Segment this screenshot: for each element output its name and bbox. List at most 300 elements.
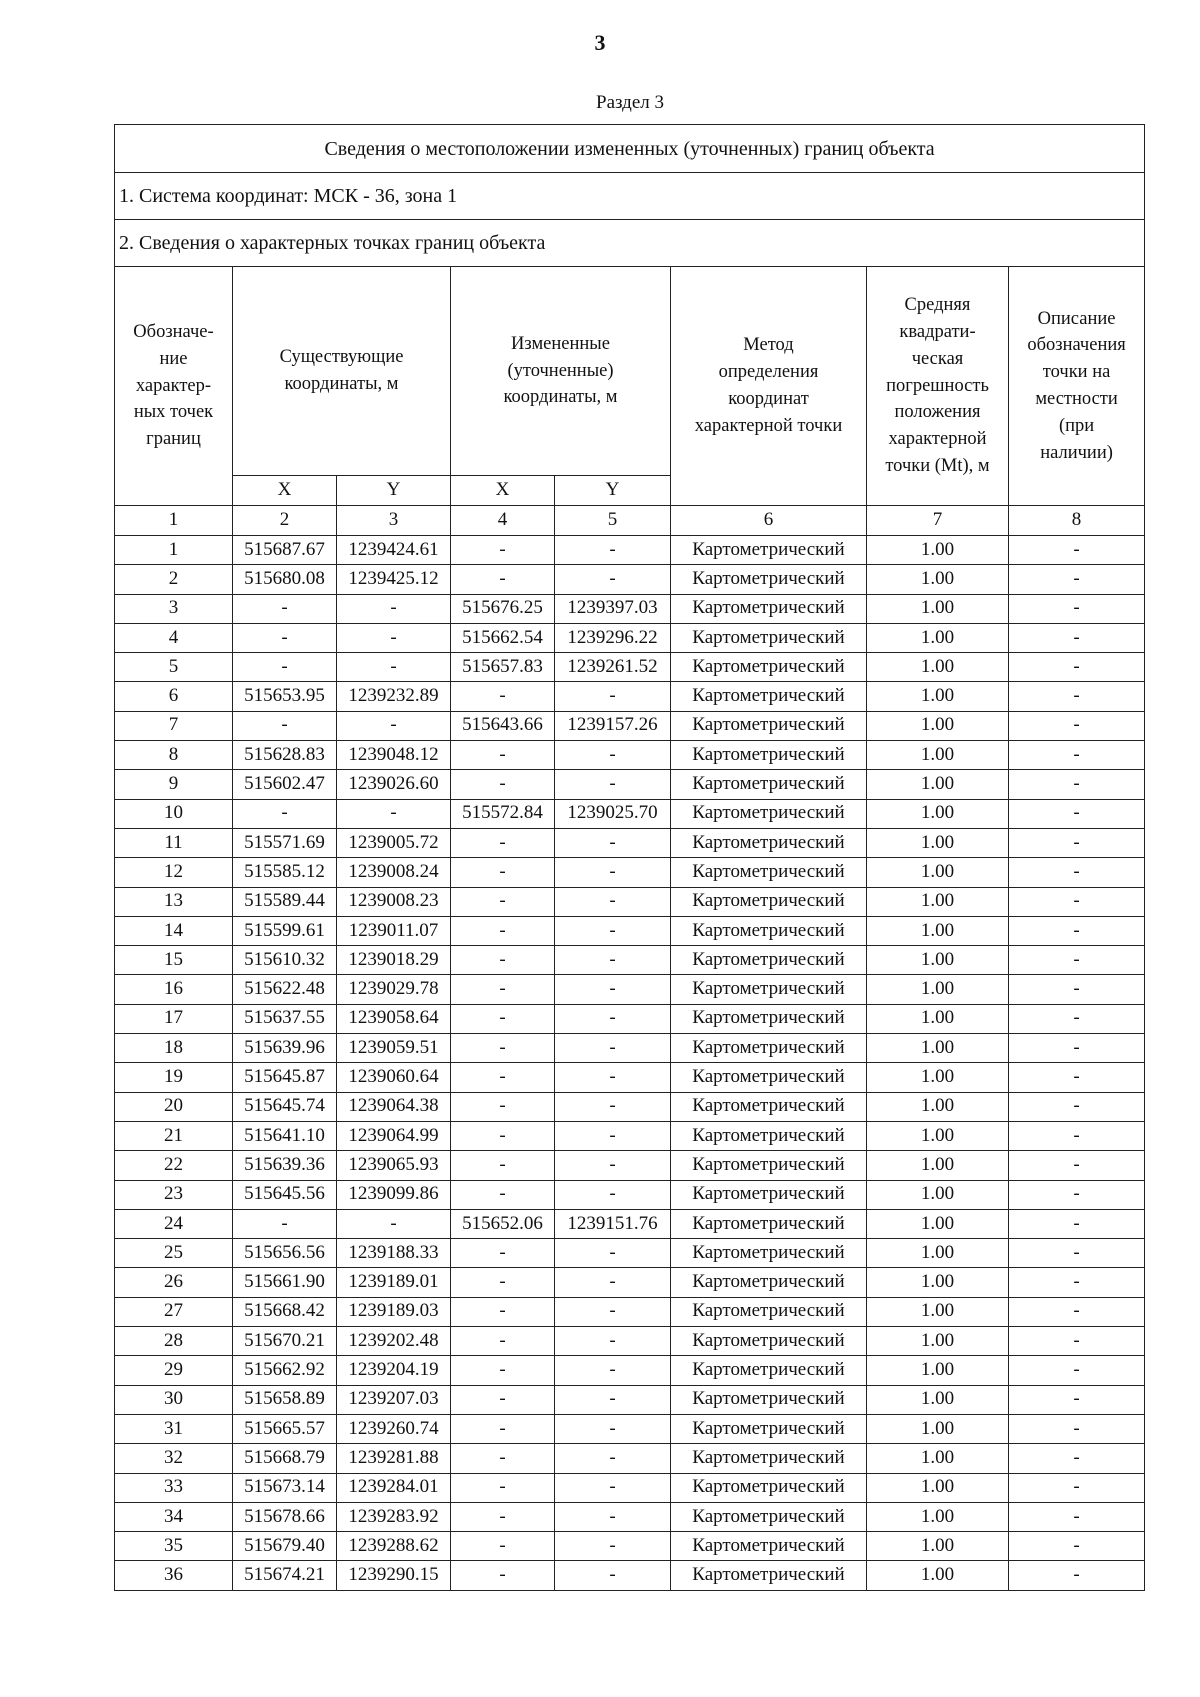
- changed-y: 1239261.52: [555, 653, 671, 682]
- header-existing-x: X: [233, 476, 337, 506]
- existing-x: 515673.14: [233, 1473, 337, 1502]
- table-row: [115, 1121, 1145, 1150]
- table-row: [115, 1297, 1145, 1326]
- point-number: 35: [115, 1532, 233, 1561]
- changed-x: 515662.54: [451, 623, 555, 652]
- changed-x: -: [451, 536, 555, 565]
- method: Картометрический: [671, 711, 867, 740]
- point-number: 13: [115, 887, 233, 916]
- method: Картометрический: [671, 623, 867, 652]
- point-number: 23: [115, 1180, 233, 1209]
- existing-x: 515687.67: [233, 536, 337, 565]
- method: Картометрический: [671, 1327, 867, 1356]
- changed-x: -: [451, 1004, 555, 1033]
- table-row: [115, 1561, 1145, 1590]
- changed-x: -: [451, 741, 555, 770]
- table-row: [115, 1327, 1145, 1356]
- column-number-row: [115, 506, 1145, 536]
- changed-x: -: [451, 1151, 555, 1180]
- point-number: 15: [115, 946, 233, 975]
- description: -: [1009, 623, 1145, 652]
- error-mt: 1.00: [867, 1092, 1009, 1121]
- changed-x: -: [451, 828, 555, 857]
- column-number: 3: [337, 506, 451, 536]
- method: Картометрический: [671, 1444, 867, 1473]
- existing-x: 515639.96: [233, 1034, 337, 1063]
- method: Картометрический: [671, 1121, 867, 1150]
- method: Картометрический: [671, 1034, 867, 1063]
- description: -: [1009, 799, 1145, 828]
- page-number: 3: [594, 30, 606, 55]
- changed-y: -: [555, 1356, 671, 1385]
- existing-y: 1239188.33: [337, 1239, 451, 1268]
- error-mt: 1.00: [867, 741, 1009, 770]
- changed-y: -: [555, 858, 671, 887]
- description: -: [1009, 594, 1145, 623]
- existing-x: 515665.57: [233, 1414, 337, 1443]
- point-number: 36: [115, 1561, 233, 1590]
- changed-x: -: [451, 946, 555, 975]
- changed-y: 1239296.22: [555, 623, 671, 652]
- method: Картометрический: [671, 1004, 867, 1033]
- existing-x: 515645.74: [233, 1092, 337, 1121]
- changed-x: -: [451, 1473, 555, 1502]
- description: -: [1009, 1268, 1145, 1297]
- point-number: 28: [115, 1327, 233, 1356]
- error-mt: 1.00: [867, 1268, 1009, 1297]
- error-mt: 1.00: [867, 916, 1009, 945]
- existing-x: 515610.32: [233, 946, 337, 975]
- error-mt: 1.00: [867, 828, 1009, 857]
- error-mt: 1.00: [867, 946, 1009, 975]
- method: Картометрический: [671, 1532, 867, 1561]
- table-row: [115, 1151, 1145, 1180]
- existing-x: 515656.56: [233, 1239, 337, 1268]
- description: -: [1009, 741, 1145, 770]
- existing-y: 1239189.01: [337, 1268, 451, 1297]
- changed-y: -: [555, 1004, 671, 1033]
- changed-x: -: [451, 1327, 555, 1356]
- error-mt: 1.00: [867, 1180, 1009, 1209]
- description: -: [1009, 1180, 1145, 1209]
- changed-y: -: [555, 1414, 671, 1443]
- existing-x: 515662.92: [233, 1356, 337, 1385]
- error-mt: 1.00: [867, 1034, 1009, 1063]
- column-number: 5: [555, 506, 671, 536]
- method: Картометрический: [671, 653, 867, 682]
- description: -: [1009, 1385, 1145, 1414]
- changed-y: 1239025.70: [555, 799, 671, 828]
- method: Картометрический: [671, 565, 867, 594]
- existing-x: 515628.83: [233, 741, 337, 770]
- table-row: [115, 1414, 1145, 1443]
- table-row: [115, 799, 1145, 828]
- method: Картометрический: [671, 770, 867, 799]
- error-mt: 1.00: [867, 1414, 1009, 1443]
- point-number: 17: [115, 1004, 233, 1033]
- table-row: [115, 1444, 1145, 1473]
- description: -: [1009, 858, 1145, 887]
- existing-y: 1239424.61: [337, 536, 451, 565]
- error-mt: 1.00: [867, 565, 1009, 594]
- changed-y: -: [555, 916, 671, 945]
- error-mt: 1.00: [867, 1063, 1009, 1092]
- point-number: 12: [115, 858, 233, 887]
- changed-x: -: [451, 1561, 555, 1590]
- method: Картометрический: [671, 1385, 867, 1414]
- header-existing-y: Y: [337, 476, 451, 506]
- existing-x: 515637.55: [233, 1004, 337, 1033]
- description: -: [1009, 916, 1145, 945]
- error-mt: 1.00: [867, 682, 1009, 711]
- method: Картометрический: [671, 1180, 867, 1209]
- existing-y: 1239284.01: [337, 1473, 451, 1502]
- existing-y: -: [337, 653, 451, 682]
- changed-x: -: [451, 1034, 555, 1063]
- point-number: 6: [115, 682, 233, 711]
- method: Картометрический: [671, 1473, 867, 1502]
- point-number: 33: [115, 1473, 233, 1502]
- table-row: [115, 623, 1145, 652]
- error-mt: 1.00: [867, 1356, 1009, 1385]
- changed-x: 515676.25: [451, 594, 555, 623]
- changed-y: -: [555, 1268, 671, 1297]
- table-row: [115, 1209, 1145, 1238]
- header-existing-coords: Существующие координаты, м: [233, 267, 451, 476]
- point-number: 18: [115, 1034, 233, 1063]
- changed-x: -: [451, 1532, 555, 1561]
- existing-x: 515678.66: [233, 1502, 337, 1531]
- point-number: 27: [115, 1297, 233, 1326]
- description: -: [1009, 1473, 1145, 1502]
- error-mt: 1.00: [867, 1151, 1009, 1180]
- description: -: [1009, 887, 1145, 916]
- existing-y: 1239065.93: [337, 1151, 451, 1180]
- existing-y: 1239064.99: [337, 1121, 451, 1150]
- method: Картометрический: [671, 741, 867, 770]
- existing-y: 1239018.29: [337, 946, 451, 975]
- changed-y: -: [555, 1151, 671, 1180]
- column-number: 1: [115, 506, 233, 536]
- existing-x: 515641.10: [233, 1121, 337, 1150]
- table-row: [115, 682, 1145, 711]
- error-mt: 1.00: [867, 1327, 1009, 1356]
- points-heading: 2. Сведения о характерных точках границ объекта: [115, 220, 1145, 267]
- method: Картометрический: [671, 1063, 867, 1092]
- changed-y: 1239151.76: [555, 1209, 671, 1238]
- changed-x: -: [451, 1414, 555, 1443]
- existing-y: 1239026.60: [337, 770, 451, 799]
- changed-y: -: [555, 565, 671, 594]
- error-mt: 1.00: [867, 770, 1009, 799]
- existing-x: -: [233, 1209, 337, 1238]
- changed-x: 515652.06: [451, 1209, 555, 1238]
- changed-y: -: [555, 1561, 671, 1590]
- point-number: 34: [115, 1502, 233, 1531]
- table-row: [115, 565, 1145, 594]
- existing-x: 515674.21: [233, 1561, 337, 1590]
- description: -: [1009, 1356, 1145, 1385]
- error-mt: 1.00: [867, 1502, 1009, 1531]
- header-method: Метод определения координат характерной точки: [671, 267, 867, 506]
- existing-x: -: [233, 594, 337, 623]
- error-mt: 1.00: [867, 1209, 1009, 1238]
- description: -: [1009, 1532, 1145, 1561]
- existing-y: 1239059.51: [337, 1034, 451, 1063]
- existing-x: -: [233, 653, 337, 682]
- existing-y: 1239204.19: [337, 1356, 451, 1385]
- changed-x: -: [451, 858, 555, 887]
- point-number: 25: [115, 1239, 233, 1268]
- changed-y: -: [555, 887, 671, 916]
- header-changed-coords: Измененные (уточненные) координаты, м: [451, 267, 671, 476]
- description: -: [1009, 536, 1145, 565]
- point-number: 32: [115, 1444, 233, 1473]
- changed-x: 515657.83: [451, 653, 555, 682]
- error-mt: 1.00: [867, 536, 1009, 565]
- changed-y: -: [555, 1297, 671, 1326]
- header-changed-y: Y: [555, 476, 671, 506]
- existing-y: 1239005.72: [337, 828, 451, 857]
- existing-y: 1239281.88: [337, 1444, 451, 1473]
- changed-y: -: [555, 1239, 671, 1268]
- method: Картометрический: [671, 1209, 867, 1238]
- existing-x: 515668.79: [233, 1444, 337, 1473]
- existing-x: 515602.47: [233, 770, 337, 799]
- existing-x: 515599.61: [233, 916, 337, 945]
- description: -: [1009, 1121, 1145, 1150]
- table-row: [115, 1180, 1145, 1209]
- header-point: Обозначе- ние характер- ных точек границ: [115, 267, 233, 506]
- changed-x: -: [451, 1444, 555, 1473]
- point-number: 1: [115, 536, 233, 565]
- point-number: 3: [115, 594, 233, 623]
- header-error: Средняя квадрати- ческая погрешность положения характерной точки (Mt), м: [867, 267, 1009, 506]
- existing-x: 515670.21: [233, 1327, 337, 1356]
- changed-y: -: [555, 828, 671, 857]
- table-row: [115, 711, 1145, 740]
- table-row: [115, 887, 1145, 916]
- point-number: 29: [115, 1356, 233, 1385]
- existing-x: -: [233, 623, 337, 652]
- changed-x: -: [451, 1297, 555, 1326]
- error-mt: 1.00: [867, 594, 1009, 623]
- table-row: [115, 975, 1145, 1004]
- description: -: [1009, 1239, 1145, 1268]
- description: -: [1009, 770, 1145, 799]
- point-number: 8: [115, 741, 233, 770]
- method: Картометрический: [671, 1356, 867, 1385]
- error-mt: 1.00: [867, 1239, 1009, 1268]
- description: -: [1009, 682, 1145, 711]
- point-number: 9: [115, 770, 233, 799]
- table-row: [115, 770, 1145, 799]
- existing-y: 1239202.48: [337, 1327, 451, 1356]
- method: Картометрический: [671, 536, 867, 565]
- error-mt: 1.00: [867, 858, 1009, 887]
- error-mt: 1.00: [867, 799, 1009, 828]
- error-mt: 1.00: [867, 623, 1009, 652]
- existing-y: -: [337, 594, 451, 623]
- changed-y: -: [555, 741, 671, 770]
- existing-y: 1239288.62: [337, 1532, 451, 1561]
- changed-y: 1239397.03: [555, 594, 671, 623]
- point-number: 14: [115, 916, 233, 945]
- error-mt: 1.00: [867, 1473, 1009, 1502]
- method: Картометрический: [671, 887, 867, 916]
- description: -: [1009, 1034, 1145, 1063]
- description: -: [1009, 1151, 1145, 1180]
- method: Картометрический: [671, 1239, 867, 1268]
- changed-y: 1239157.26: [555, 711, 671, 740]
- method: Картометрический: [671, 682, 867, 711]
- changed-y: -: [555, 1327, 671, 1356]
- table-row: [115, 536, 1145, 565]
- existing-y: -: [337, 799, 451, 828]
- description: -: [1009, 1502, 1145, 1531]
- table-row: [115, 741, 1145, 770]
- existing-y: 1239029.78: [337, 975, 451, 1004]
- table-row: [115, 594, 1145, 623]
- point-number: 11: [115, 828, 233, 857]
- description: -: [1009, 1561, 1145, 1590]
- method: Картометрический: [671, 1502, 867, 1531]
- changed-y: -: [555, 946, 671, 975]
- point-number: 10: [115, 799, 233, 828]
- method: Картометрический: [671, 1297, 867, 1326]
- method: Картометрический: [671, 799, 867, 828]
- table-title: Сведения о местоположении измененных (уточненных) границ объекта: [115, 125, 1145, 173]
- point-number: 19: [115, 1063, 233, 1092]
- table-row: [115, 653, 1145, 682]
- existing-x: 515639.36: [233, 1151, 337, 1180]
- changed-y: -: [555, 1180, 671, 1209]
- table-row: [115, 1385, 1145, 1414]
- changed-x: 515572.84: [451, 799, 555, 828]
- table-row: [115, 1004, 1145, 1033]
- existing-x: 515589.44: [233, 887, 337, 916]
- error-mt: 1.00: [867, 711, 1009, 740]
- section-label: Раздел 3: [596, 92, 664, 113]
- changed-y: -: [555, 1063, 671, 1092]
- boundary-points-table: [114, 124, 1145, 1591]
- description: -: [1009, 1297, 1145, 1326]
- changed-x: -: [451, 1356, 555, 1385]
- table-row: [115, 828, 1145, 857]
- point-number: 30: [115, 1385, 233, 1414]
- method: Картометрический: [671, 1561, 867, 1590]
- existing-x: -: [233, 799, 337, 828]
- existing-x: 515585.12: [233, 858, 337, 887]
- existing-x: 515645.56: [233, 1180, 337, 1209]
- existing-x: 515679.40: [233, 1532, 337, 1561]
- existing-y: 1239058.64: [337, 1004, 451, 1033]
- column-number: 8: [1009, 506, 1145, 536]
- changed-y: -: [555, 1502, 671, 1531]
- point-number: 16: [115, 975, 233, 1004]
- existing-x: -: [233, 711, 337, 740]
- header-description: Описание обозначения точки на местности (при наличии): [1009, 267, 1145, 506]
- existing-x: 515571.69: [233, 828, 337, 857]
- method: Картометрический: [671, 1151, 867, 1180]
- changed-x: -: [451, 565, 555, 594]
- existing-y: 1239290.15: [337, 1561, 451, 1590]
- error-mt: 1.00: [867, 1444, 1009, 1473]
- existing-x: 515680.08: [233, 565, 337, 594]
- changed-x: -: [451, 770, 555, 799]
- existing-y: 1239011.07: [337, 916, 451, 945]
- existing-x: 515653.95: [233, 682, 337, 711]
- point-number: 2: [115, 565, 233, 594]
- table-row: [115, 1063, 1145, 1092]
- column-number: 4: [451, 506, 555, 536]
- changed-x: -: [451, 1121, 555, 1150]
- description: -: [1009, 1444, 1145, 1473]
- existing-x: 515622.48: [233, 975, 337, 1004]
- existing-y: 1239425.12: [337, 565, 451, 594]
- column-number: 2: [233, 506, 337, 536]
- point-number: 7: [115, 711, 233, 740]
- method: Картометрический: [671, 858, 867, 887]
- point-number: 21: [115, 1121, 233, 1150]
- description: -: [1009, 565, 1145, 594]
- description: -: [1009, 946, 1145, 975]
- point-number: 5: [115, 653, 233, 682]
- changed-y: -: [555, 1473, 671, 1502]
- method: Картометрический: [671, 975, 867, 1004]
- table-row: [115, 1473, 1145, 1502]
- existing-y: 1239008.24: [337, 858, 451, 887]
- changed-x: -: [451, 1268, 555, 1297]
- error-mt: 1.00: [867, 1385, 1009, 1414]
- existing-y: 1239260.74: [337, 1414, 451, 1443]
- table-row: [115, 1532, 1145, 1561]
- changed-x: -: [451, 1180, 555, 1209]
- changed-x: -: [451, 1502, 555, 1531]
- error-mt: 1.00: [867, 975, 1009, 1004]
- error-mt: 1.00: [867, 1561, 1009, 1590]
- existing-x: 515661.90: [233, 1268, 337, 1297]
- error-mt: 1.00: [867, 887, 1009, 916]
- existing-y: 1239232.89: [337, 682, 451, 711]
- error-mt: 1.00: [867, 1297, 1009, 1326]
- description: -: [1009, 1063, 1145, 1092]
- point-number: 20: [115, 1092, 233, 1121]
- column-number: 6: [671, 506, 867, 536]
- changed-x: 515643.66: [451, 711, 555, 740]
- description: -: [1009, 1414, 1145, 1443]
- changed-y: -: [555, 770, 671, 799]
- method: Картометрический: [671, 946, 867, 975]
- changed-x: -: [451, 975, 555, 1004]
- existing-y: 1239207.03: [337, 1385, 451, 1414]
- table-row: [115, 1239, 1145, 1268]
- changed-y: -: [555, 536, 671, 565]
- existing-y: 1239189.03: [337, 1297, 451, 1326]
- description: -: [1009, 1327, 1145, 1356]
- changed-x: -: [451, 1239, 555, 1268]
- changed-y: -: [555, 1444, 671, 1473]
- changed-x: -: [451, 916, 555, 945]
- existing-y: 1239060.64: [337, 1063, 451, 1092]
- changed-x: -: [451, 682, 555, 711]
- description: -: [1009, 711, 1145, 740]
- table-row: [115, 858, 1145, 887]
- error-mt: 1.00: [867, 1004, 1009, 1033]
- method: Картометрический: [671, 1092, 867, 1121]
- column-number: 7: [867, 506, 1009, 536]
- table-row: [115, 1502, 1145, 1531]
